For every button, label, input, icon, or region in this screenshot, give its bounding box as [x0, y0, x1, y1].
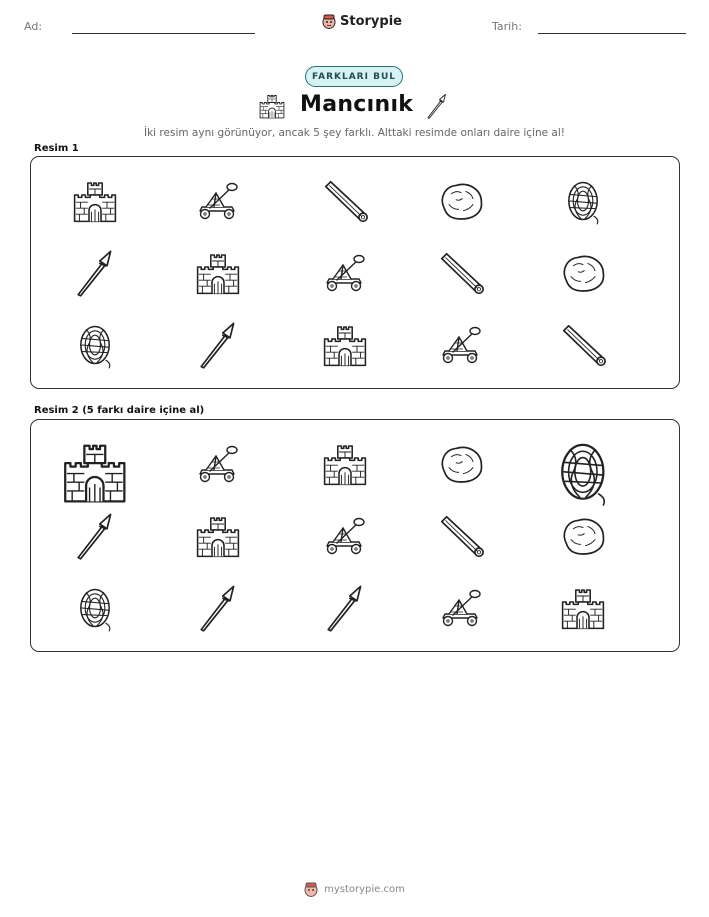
picture2-item-catapult-icon[interactable]: [186, 434, 250, 494]
picture1-item-boulder-icon: [551, 243, 615, 303]
picture2-label: Resim 2 (5 farkı daire içine al): [34, 405, 205, 416]
brand-name: Storypie: [340, 13, 402, 29]
picture1-item-catapult-icon: [186, 171, 250, 231]
page-title: Mancınık: [300, 92, 414, 117]
picture2-item-castle-icon[interactable]: [313, 434, 377, 494]
picture1-item-wooden-beam-icon: [429, 243, 493, 303]
storypie-mascot-icon: [322, 13, 336, 29]
picture1-item-catapult-icon: [429, 315, 493, 375]
footer: [0, 881, 709, 897]
picture1-item-wooden-beam-icon: [551, 315, 615, 375]
brand-logo: [322, 13, 402, 29]
picture2-item-catapult-icon[interactable]: [313, 506, 377, 566]
picture1-item-wooden-beam-icon: [313, 171, 377, 231]
instructions: İki resim aynı görünüyor, ancak 5 şey farklı. Alttaki resimde onları daire içine al!: [144, 127, 565, 139]
picture2-item-wooden-beam-icon[interactable]: [429, 506, 493, 566]
date-label: Tarih:: [492, 20, 522, 33]
picture1-panel: [30, 156, 680, 389]
picture1-item-castle-icon: [186, 243, 250, 303]
picture2-item-castle-icon[interactable]: [186, 506, 250, 566]
picture2-item-castle-icon[interactable]: [49, 429, 142, 516]
title-spear-icon: [424, 91, 450, 125]
picture1-item-spear-icon: [186, 315, 250, 375]
picture2-item-spear-icon[interactable]: [186, 578, 250, 638]
picture1-item-rope-coil-icon: [551, 171, 615, 231]
name-line[interactable]: [72, 33, 255, 34]
picture2-item-boulder-icon[interactable]: [551, 506, 615, 566]
picture1-item-catapult-icon: [313, 243, 377, 303]
footer-url[interactable]: mystorypie.com: [324, 883, 405, 895]
picture1-item-rope-coil-icon: [63, 315, 127, 375]
name-label: Ad:: [24, 20, 43, 33]
picture1-item-spear-icon: [63, 243, 127, 303]
picture1-item-castle-icon: [63, 171, 127, 231]
date-line[interactable]: [538, 33, 686, 34]
picture2-item-catapult-icon[interactable]: [429, 578, 493, 638]
picture2-item-rope-coil-icon[interactable]: [537, 429, 630, 516]
picture2-item-spear-icon[interactable]: [63, 506, 127, 566]
picture2-item-spear-icon[interactable]: [313, 578, 377, 638]
picture1-item-castle-icon: [313, 315, 377, 375]
title-castle-icon: [258, 93, 286, 123]
picture2-panel[interactable]: [30, 419, 680, 652]
picture2-item-rope-coil-icon[interactable]: [63, 578, 127, 638]
picture1-label: Resim 1: [34, 143, 79, 154]
badge: FARKLARI BUL: [305, 66, 403, 87]
picture2-item-castle-icon[interactable]: [551, 578, 615, 638]
storypie-mascot-icon: [304, 881, 318, 897]
picture1-item-boulder-icon: [429, 171, 493, 231]
picture2-item-boulder-icon[interactable]: [429, 434, 493, 494]
